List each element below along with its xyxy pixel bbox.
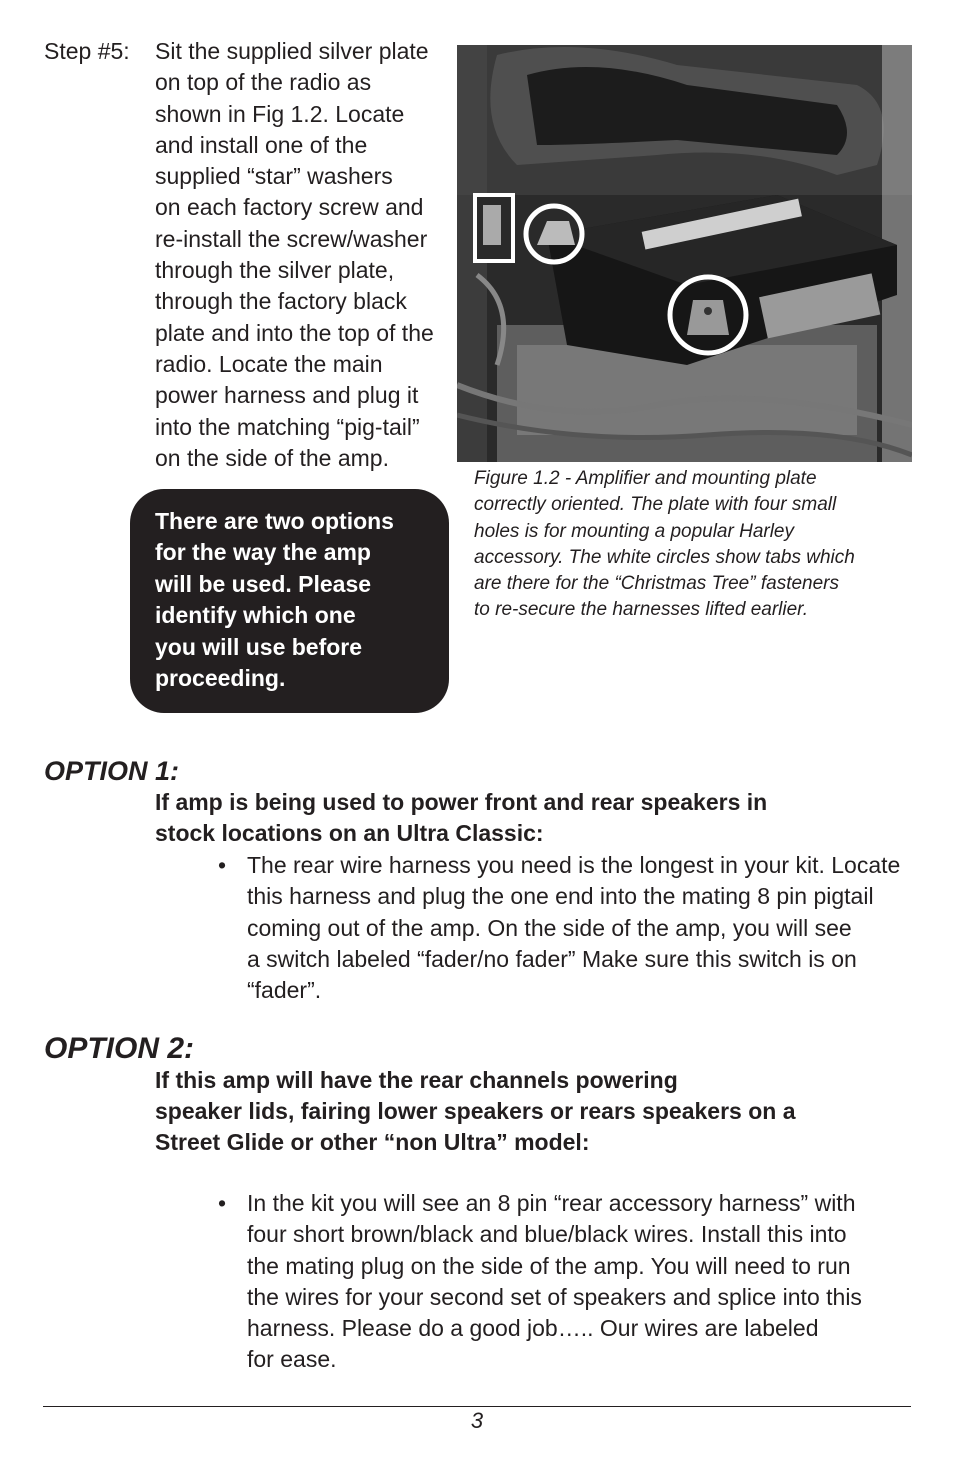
- figure-caption: [474, 466, 914, 624]
- bullet-icon: •: [218, 1190, 227, 1216]
- step-instructions: [155, 36, 447, 474]
- option2-subheading: [155, 1065, 915, 1158]
- option1-sub-line: If amp is being used to power front and rear speakers in: [155, 789, 768, 815]
- option2-bullet-line: In the kit you will see an 8 pin “rear accessory harness” with: [247, 1190, 856, 1216]
- bullet-icon: •: [218, 852, 227, 878]
- notice-line: There are two options: [155, 508, 394, 534]
- step-line: radio. Locate the main: [155, 350, 383, 377]
- option1-bullet-line: a switch labeled “fader/no fader” Make sure this switch is on: [247, 945, 857, 972]
- step-label: Step #5:: [44, 38, 130, 64]
- option1-bullet-line: coming out of the amp. On the side of the amp, you will see: [247, 914, 852, 941]
- caption-line: correctly oriented. The plate with four small: [474, 494, 837, 516]
- step-line: into the matching “pig-tail”: [155, 413, 420, 440]
- step-line: re-install the screw/washer: [155, 225, 428, 252]
- step-line: Sit the supplied silver plate: [155, 38, 429, 64]
- notice-line: you will use before: [155, 633, 363, 660]
- notice-line: will be used. Please: [155, 570, 372, 597]
- step-line: shown in Fig 1.2. Locate: [155, 100, 405, 127]
- notice-line: identify which one: [155, 602, 356, 629]
- option2-heading: OPTION 2:: [44, 1032, 195, 1065]
- option2-sub-line: Street Glide or other “non Ultra” model:: [155, 1129, 590, 1155]
- step-line: and install one of the: [155, 131, 368, 158]
- option1-sub-line: stock locations on an Ultra Classic:: [155, 820, 544, 846]
- step-line: plate and into the top of the: [155, 319, 434, 346]
- footer-divider: [43, 1406, 911, 1407]
- option1-heading: OPTION 1:: [44, 756, 180, 786]
- step-line: on the side of the amp.: [155, 444, 389, 471]
- notice-box: [130, 489, 449, 713]
- amplifier-photo-illustration: [457, 45, 912, 462]
- option2-bullet-line: the mating plug on the side of the amp. You will need to run: [247, 1252, 851, 1279]
- option2-bullet-line: four short brown/black and blue/black wires. Install this into: [247, 1221, 847, 1248]
- notice-line: proceeding.: [155, 665, 286, 692]
- option2-bullet-line: for ease.: [247, 1346, 337, 1373]
- notice-line: for the way the amp: [155, 539, 371, 566]
- option1-subheading: [155, 787, 915, 849]
- step-line: through the silver plate,: [155, 257, 395, 284]
- option2-bullet-line: harness. Please do a good job….. Our wires are labeled: [247, 1315, 819, 1342]
- caption-line: holes is for mounting a popular Harley: [474, 520, 795, 542]
- option2-sub-line: If this amp will have the rear channels powering: [155, 1067, 678, 1093]
- caption-line: are there for the “Christmas Tree” fasteners: [474, 573, 839, 595]
- step-line: power harness and plug it: [155, 382, 419, 409]
- caption-line: Figure 1.2 - Amplifier and mounting plate: [474, 468, 817, 489]
- option2-sub-line: speaker lids, fairing lower speakers or rears speakers on a: [155, 1098, 796, 1124]
- step-line: through the factory black: [155, 288, 407, 315]
- option1-bullet-line: “fader”.: [247, 977, 322, 1004]
- caption-line: to re-secure the harnesses lifted earlier.: [474, 599, 809, 621]
- option1-bullet-line: this harness and plug the one end into the mating 8 pin pigtail: [247, 883, 874, 910]
- step-line: supplied “star” washers: [155, 163, 393, 190]
- page-number: 3: [470, 1408, 484, 1433]
- option2-bullet-line: the wires for your second set of speakers and splice into this: [247, 1283, 862, 1310]
- figure-photo: [457, 45, 912, 462]
- step-line: on each factory screw and: [155, 194, 424, 221]
- caption-line: accessory. The white circles show tabs which: [474, 546, 855, 568]
- step-line: on top of the radio as: [155, 69, 372, 96]
- option1-bullet-line: The rear wire harness you need is the longest in your kit. Locate: [247, 852, 901, 878]
